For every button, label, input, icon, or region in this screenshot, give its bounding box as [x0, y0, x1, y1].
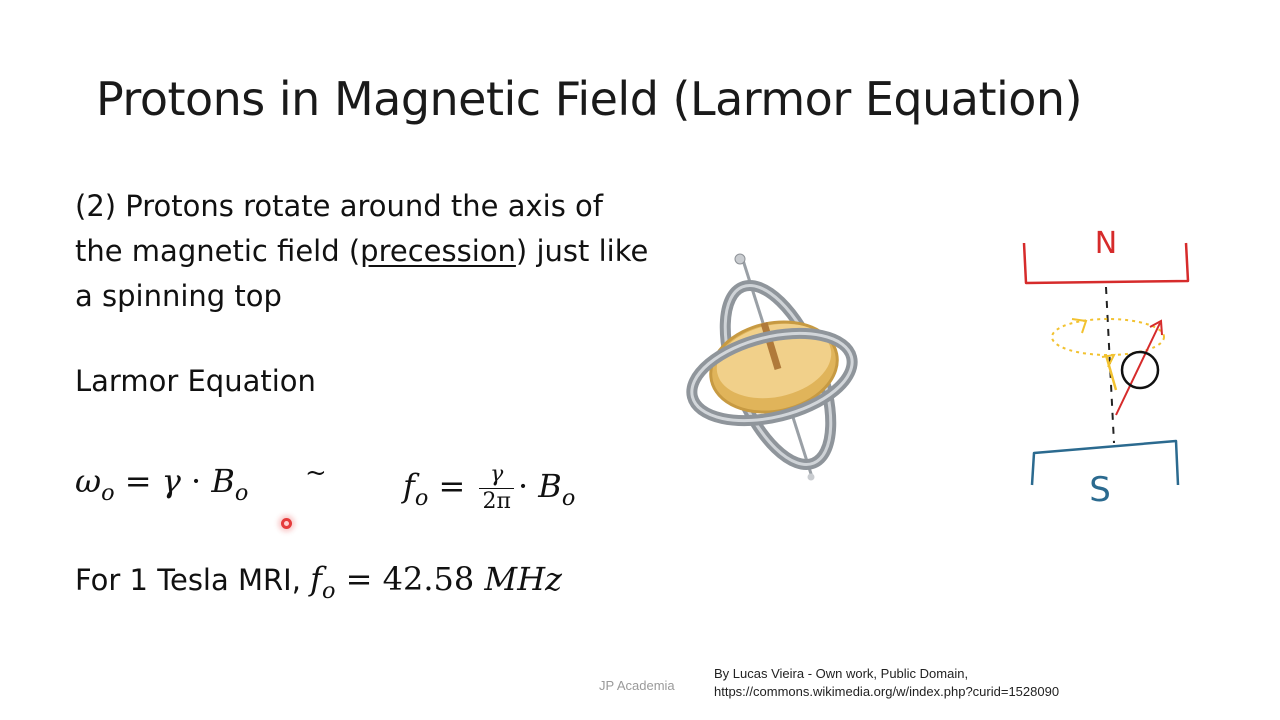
paragraph-text-1: (2) Protons rotate around the axis of the magnetic field ( — [75, 189, 603, 268]
frequency-unit: MHz — [474, 560, 562, 598]
f-subscript: o — [322, 577, 336, 604]
credit-url: https://commons.wikimedia.org/w/index.php?curid=1528090 — [714, 684, 1060, 699]
approx-symbol: ~ — [305, 458, 327, 488]
tesla-equation — [310, 560, 562, 604]
fraction-numerator: γ — [479, 462, 513, 489]
precession-term: precession — [360, 234, 516, 268]
b-field-symbol: B — [538, 467, 562, 505]
omega-subscript: o — [101, 479, 115, 506]
omega-symbol: ω — [75, 462, 102, 500]
equals-sign: = — [114, 462, 162, 500]
paragraph-text-2: ) just like a spinning top — [75, 234, 649, 313]
b-subscript: o — [561, 484, 576, 511]
image-credit — [714, 665, 1059, 701]
larmor-equation-angular — [75, 462, 248, 506]
f-subscript: o — [414, 484, 429, 511]
b-field-symbol: B — [211, 462, 235, 500]
f-symbol: f — [403, 467, 415, 505]
tesla-prefix: For 1 Tesla MRI, — [75, 563, 311, 597]
equals-sign: = — [428, 467, 476, 505]
south-pole-label: S — [1089, 470, 1111, 510]
precession-paragraph — [75, 184, 655, 319]
dot-operator: · — [517, 467, 539, 505]
footer-brand: JP Academia — [599, 678, 675, 693]
equals-sign: = — [335, 560, 383, 598]
north-pole-label: N — [1094, 226, 1118, 261]
f-symbol: f — [310, 560, 322, 598]
gyroscope-illustration — [680, 245, 880, 485]
b-subscript: o — [234, 479, 249, 506]
fraction-denominator: 2π — [482, 489, 511, 514]
larmor-frequency-value: 42.58 — [382, 560, 475, 598]
tesla-example-line — [75, 560, 562, 604]
larmor-equation-label: Larmor Equation — [75, 364, 316, 398]
gamma-symbol: γ — [161, 462, 181, 500]
magnet-precession-sketch — [1010, 215, 1205, 515]
laser-pointer-dot — [281, 518, 292, 529]
larmor-equation-frequency — [403, 462, 575, 515]
gamma-over-2pi-fraction — [479, 462, 513, 515]
slide-title: Protons in Magnetic Field (Larmor Equation) — [96, 72, 1083, 126]
credit-author: By Lucas Vieira - Own work, Public Domain, — [714, 666, 969, 681]
dot-operator: · — [180, 462, 212, 500]
